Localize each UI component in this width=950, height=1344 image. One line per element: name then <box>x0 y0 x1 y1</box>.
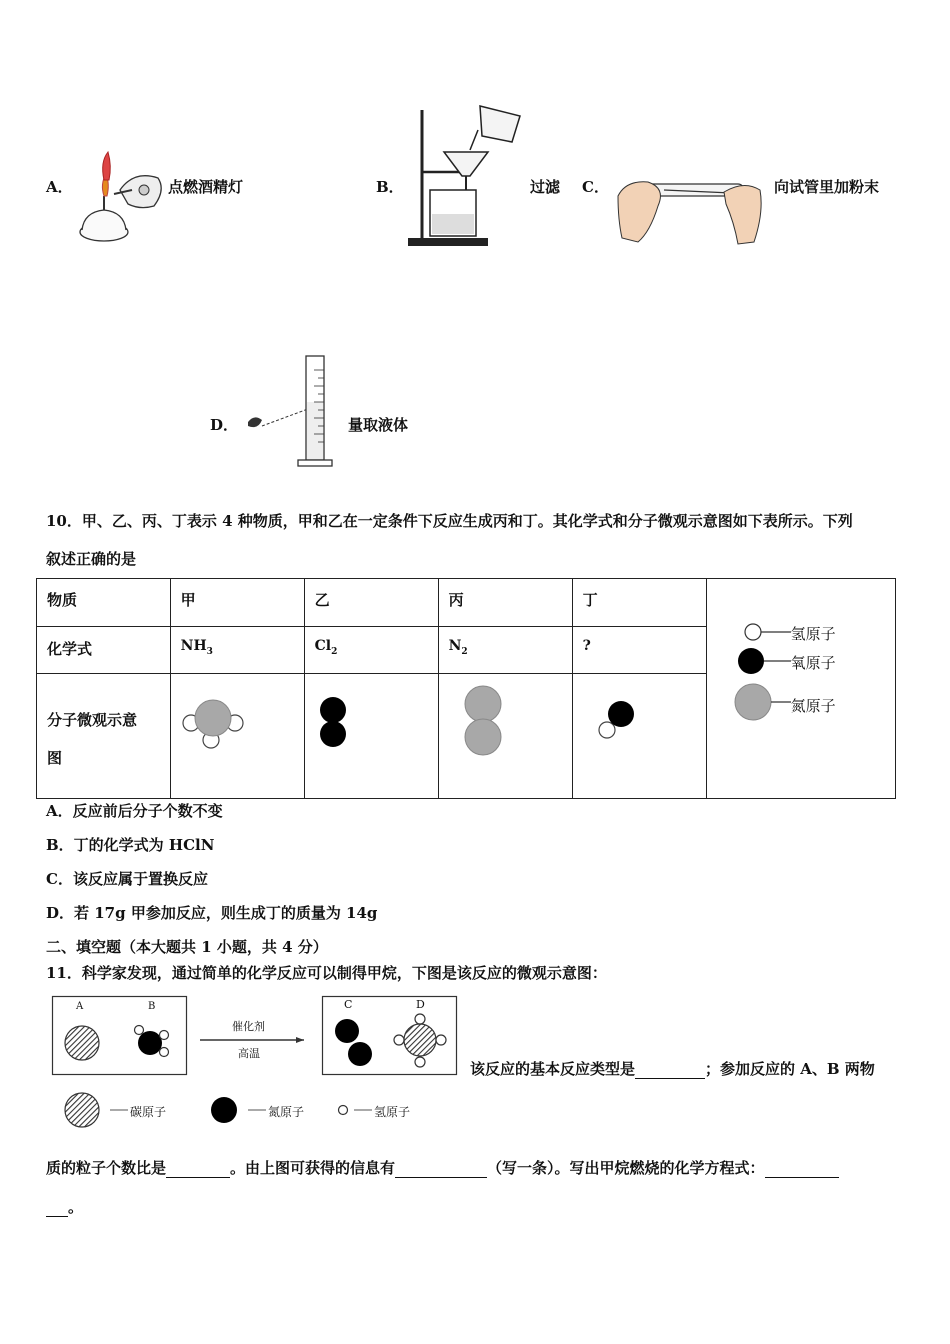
header-formula: 化学式 <box>37 627 171 674</box>
carbon-atom-a-icon <box>65 1026 99 1060</box>
header-substance: 物质 <box>37 579 171 627</box>
q10-choice-c[interactable]: C．该反应属于置换反应 <box>46 870 208 888</box>
legend-hydrogen-label: 氢原子 <box>374 1105 411 1119</box>
n2-molecule-icon <box>439 674 571 794</box>
oxygen-atom-icon <box>738 648 764 674</box>
formula-jia: $NH_3$ <box>170 627 304 674</box>
hydrogen-atom-icon <box>745 624 761 640</box>
formula-yi: $Cl_2$ <box>304 627 438 674</box>
diagram-label-a: A <box>76 1001 84 1012</box>
condition-catalyst: 催化剂 <box>232 1020 265 1033</box>
test-tube-powder-illustration <box>614 172 764 246</box>
option-a-text: 点燃酒精灯 <box>168 178 244 196</box>
micro-jia <box>170 674 304 799</box>
ding-molecule-icon <box>573 674 705 794</box>
legend-oxygen-label: 氧原子 <box>790 654 836 672</box>
carbon-atom-legend-icon <box>65 1093 99 1127</box>
substance-bing: 丙 <box>438 579 572 627</box>
option-a-letter: A． <box>46 178 73 196</box>
option-b-text: 过滤 <box>530 178 561 196</box>
nh3-molecule-icon <box>171 674 303 794</box>
option-d-text: 量取液体 <box>348 416 409 434</box>
nitrogen-atom-legend-icon <box>211 1097 237 1123</box>
nitrogen-atom-icon <box>735 684 771 720</box>
filtration-apparatus-illustration <box>404 102 528 248</box>
blank-reaction-type[interactable] <box>635 1060 705 1079</box>
q10-stem-line1: 10．甲、乙、丙、丁表示 4 种物质，甲和乙在一定条件下反应生成丙和丁。其化学式和分子微观示意图如下表所示。下列 <box>46 512 853 530</box>
diagram-label-b: B <box>148 1001 156 1012</box>
condition-high-temp: 高温 <box>238 1047 260 1060</box>
diagram-label-d: D <box>416 998 425 1011</box>
option-c-text: 向试管里加粉末 <box>774 178 880 196</box>
micro-yi <box>304 674 438 799</box>
q11-stem: 11．科学家发现，通过简单的化学反应可以制得甲烷，下图是该反应的微观示意图： <box>46 964 607 982</box>
legend-hydrogen-label: 氢原子 <box>790 625 836 643</box>
formula-bing: $N_2$ <box>438 627 572 674</box>
q11-line1: 该反应的基本反应类型是 ；参加反应的 A、B 两物 <box>470 1060 875 1078</box>
q10-stem-line2: 叙述正确的是 <box>46 550 137 568</box>
legend-carbon-label: 碳原子 <box>130 1105 167 1119</box>
hydrogen-atom-legend-icon <box>339 1106 348 1115</box>
blank-information[interactable] <box>395 1159 487 1178</box>
header-micro-diagram: 分子微观示意 图 <box>37 674 171 799</box>
q11-line2: 质的粒子个数比是 。由上图可获得的信息有 （写一条）。写出甲烷燃烧的化学方程式： <box>46 1157 839 1178</box>
q11-line3: 。 <box>46 1196 83 1217</box>
blank-equation-part1[interactable] <box>765 1159 839 1178</box>
option-c-letter: C． <box>582 178 609 196</box>
substance-ding: 丁 <box>572 579 706 627</box>
graduated-cylinder-illustration <box>244 350 344 470</box>
cl2-molecule-icon <box>305 674 437 794</box>
blank-ratio[interactable] <box>166 1159 230 1178</box>
formula-ding: ? <box>572 627 706 674</box>
diagram-label-c: C <box>344 998 353 1011</box>
q11-reaction-diagram <box>52 996 462 1080</box>
blank-equation-part2[interactable] <box>46 1198 68 1217</box>
substance-table <box>36 578 896 799</box>
substance-yi: 乙 <box>304 579 438 627</box>
q10-choice-a[interactable]: A．反应前后分子个数不变 <box>46 802 223 820</box>
micro-bing <box>438 674 572 799</box>
q10-choice-d[interactable]: D．若 17g 甲参加反应，则生成丁的质量为 14g <box>46 904 378 922</box>
micro-ding <box>572 674 706 799</box>
option-d-letter: D． <box>210 416 239 434</box>
q10-choice-b[interactable]: B．丁的化学式为 HClN <box>46 836 215 854</box>
atom-legend-cell <box>706 579 895 799</box>
substance-jia: 甲 <box>170 579 304 627</box>
alcohol-lamp-lighting-illustration <box>74 150 170 250</box>
option-b-letter: B． <box>376 178 404 196</box>
legend-nitrogen-label: 氮原子 <box>790 697 836 715</box>
section-heading: 二、填空题（本大题共 1 小题，共 4 分） <box>46 938 328 956</box>
legend-nitrogen-label: 氮原子 <box>268 1105 305 1119</box>
